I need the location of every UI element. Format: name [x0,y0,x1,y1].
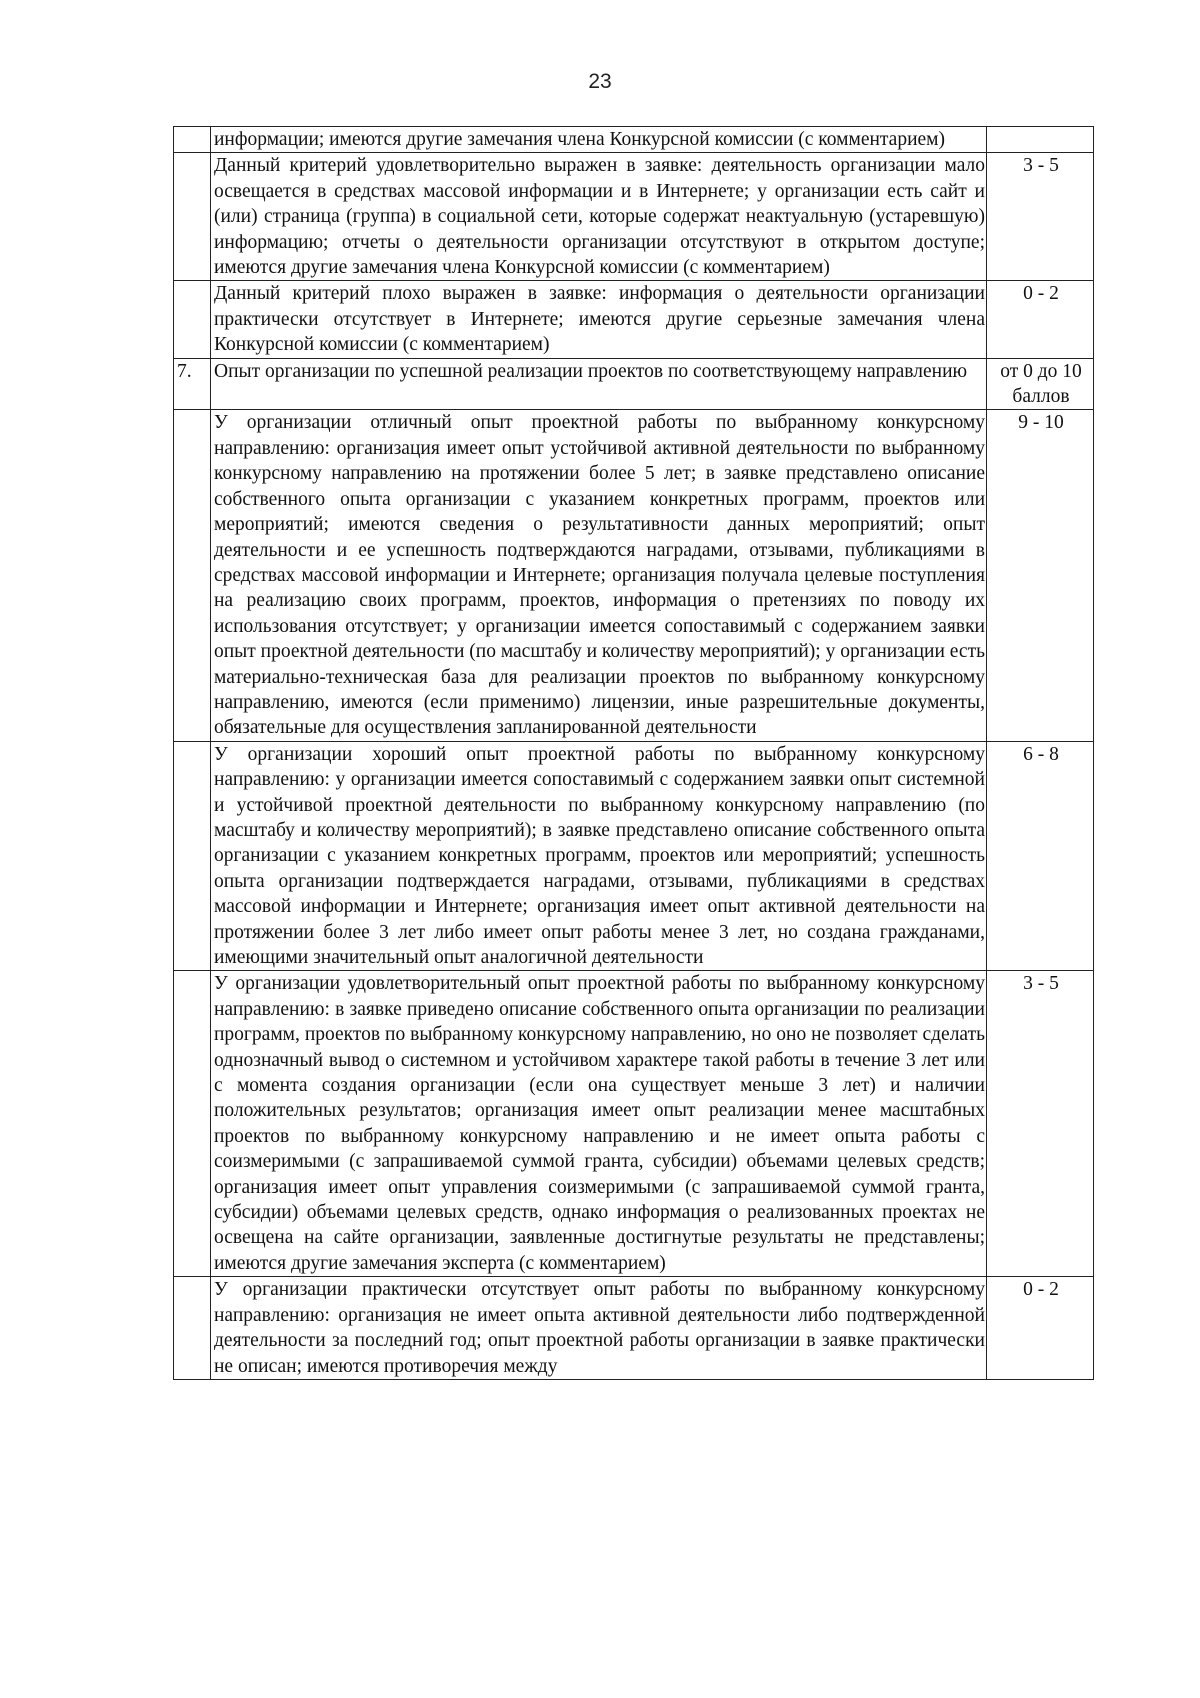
criterion-score: 9 - 10 [987,410,1094,741]
table-row [174,971,1094,1277]
table-row [174,1277,1094,1380]
criterion-score: 0 - 2 [987,1277,1094,1380]
criterion-score: 3 - 5 [987,971,1094,1277]
criterion-score: 6 - 8 [987,741,1094,971]
criterion-description: информации; имеются другие замечания члена Конкурсной комиссии (с комментарием) [211,127,987,153]
table-row [174,281,1094,358]
table-row [174,358,1094,410]
criterion-description: У организации удовлетворительный опыт проектной работы по выбранному конкурсному направлению: в заявке приведено описание собственного опыта организации по реализации программ, проектов по выбранному конкурсному направлению, но оно не позволяет сделать однозначный вывод о системном и устойчивом характере такой работы в течение 3 лет или с момента создания организации (если она существует меньше 3 лет) и наличии положительных результатов; организация имеет опыт реализации менее масштабных проектов по выбранному конкурсному направлению и не имеет опыта работы с соизмеримыми (с запрашиваемой суммой гранта, субсидии) объемами целевых средств; организация имеет опыт управления соизмеримыми (с запрашиваемой суммой гранта, субсидии) объемами целевых средств, однако информация о реализованных проектах не освещена на сайте организации, заявленные достигнутые результаты не представлены; имеются другие замечания эксперта (с комментарием) [211,971,987,1277]
criterion-number [174,410,211,741]
criterion-number [174,1277,211,1380]
criterion-number [174,127,211,153]
page-number: 23 [588,70,612,93]
criterion-number [174,153,211,281]
criterion-description: У организации хороший опыт проектной работы по выбранному конкурсному направлению: у организации имеется сопоставимый с содержанием заявки опыт системной и устойчивой проектной деятельности по выбранному конкурсному направлению (по масштабу и количеству мероприятий); в заявке представлено описание собственного опыта организации с указанием конкретных программ, проектов или мероприятий; успешность опыта организации подтверждается наградами, отзывами, публикациями в средствах массовой информации и Интернете; организация имеет опыт активной деятельности на протяжении более 3 лет либо имеет опыт работы менее 3 лет, но создана гражданами, имеющими значительный опыт аналогичной деятельности [211,741,987,971]
criterion-description: У организации отличный опыт проектной работы по выбранному конкурсному направлению: организация имеет опыт устойчивой активной деятельности по выбранному конкурсному направлению на протяжении более 5 лет; в заявке представлено описание собственного опыта организации с указанием конкретных программ, проектов или мероприятий; имеются сведения о результативности данных мероприятий; опыт деятельности и ее успешность подтверждаются наградами, отзывами, публикациями в средствах массовой информации и Интернете; организация получала целевые поступления на реализацию своих программ, проектов, информация о претензиях по поводу их использования отсутствует; у организации имеется сопоставимый с содержанием заявки опыт проектной деятельности (по масштабу и количеству мероприятий); у организации есть материально-техническая база для реализации проектов по выбранному конкурсному направлению, имеются (если применимо) лицензии, иные разрешительные документы, обязательные для осуществления запланированной деятельности [211,410,987,741]
criterion-score: 3 - 5 [987,153,1094,281]
table-row [174,127,1094,153]
criterion-description: Данный критерий удовлетворительно выражен в заявке: деятельность организации мало освещается в средствах массовой информации и в Интернете; у организации есть сайт и (или) страница (группа) в социальной сети, которые содержат неактуальную (устаревшую) информацию; отчеты о деятельности организации отсутствуют в открытом доступе; имеются другие замечания члена Конкурсной комиссии (с комментарием) [211,153,987,281]
table-row [174,153,1094,281]
table-row [174,410,1094,741]
criteria-table [173,126,1094,1380]
criterion-description: Опыт организации по успешной реализации проектов по соответствующему направлению [211,358,987,410]
criterion-score: 0 - 2 [987,281,1094,358]
criterion-score: от 0 до 10 баллов [987,358,1094,410]
criterion-number: 7. [174,358,211,410]
criterion-score [987,127,1094,153]
criterion-description: Данный критерий плохо выражен в заявке: информация о деятельности организации практически отсутствует в Интернете; имеются другие серьезные замечания члена Конкурсной комиссии (с комментарием) [211,281,987,358]
criterion-number [174,741,211,971]
criterion-number [174,281,211,358]
criterion-description: У организации практически отсутствует опыт работы по выбранному конкурсному направлению: организация не имеет опыта активной деятельности либо подтвержденной деятельности за последний год; опыт проектной работы организации в заявке практически не описан; имеются противоречия между [211,1277,987,1380]
table-row [174,741,1094,971]
criterion-number [174,971,211,1277]
